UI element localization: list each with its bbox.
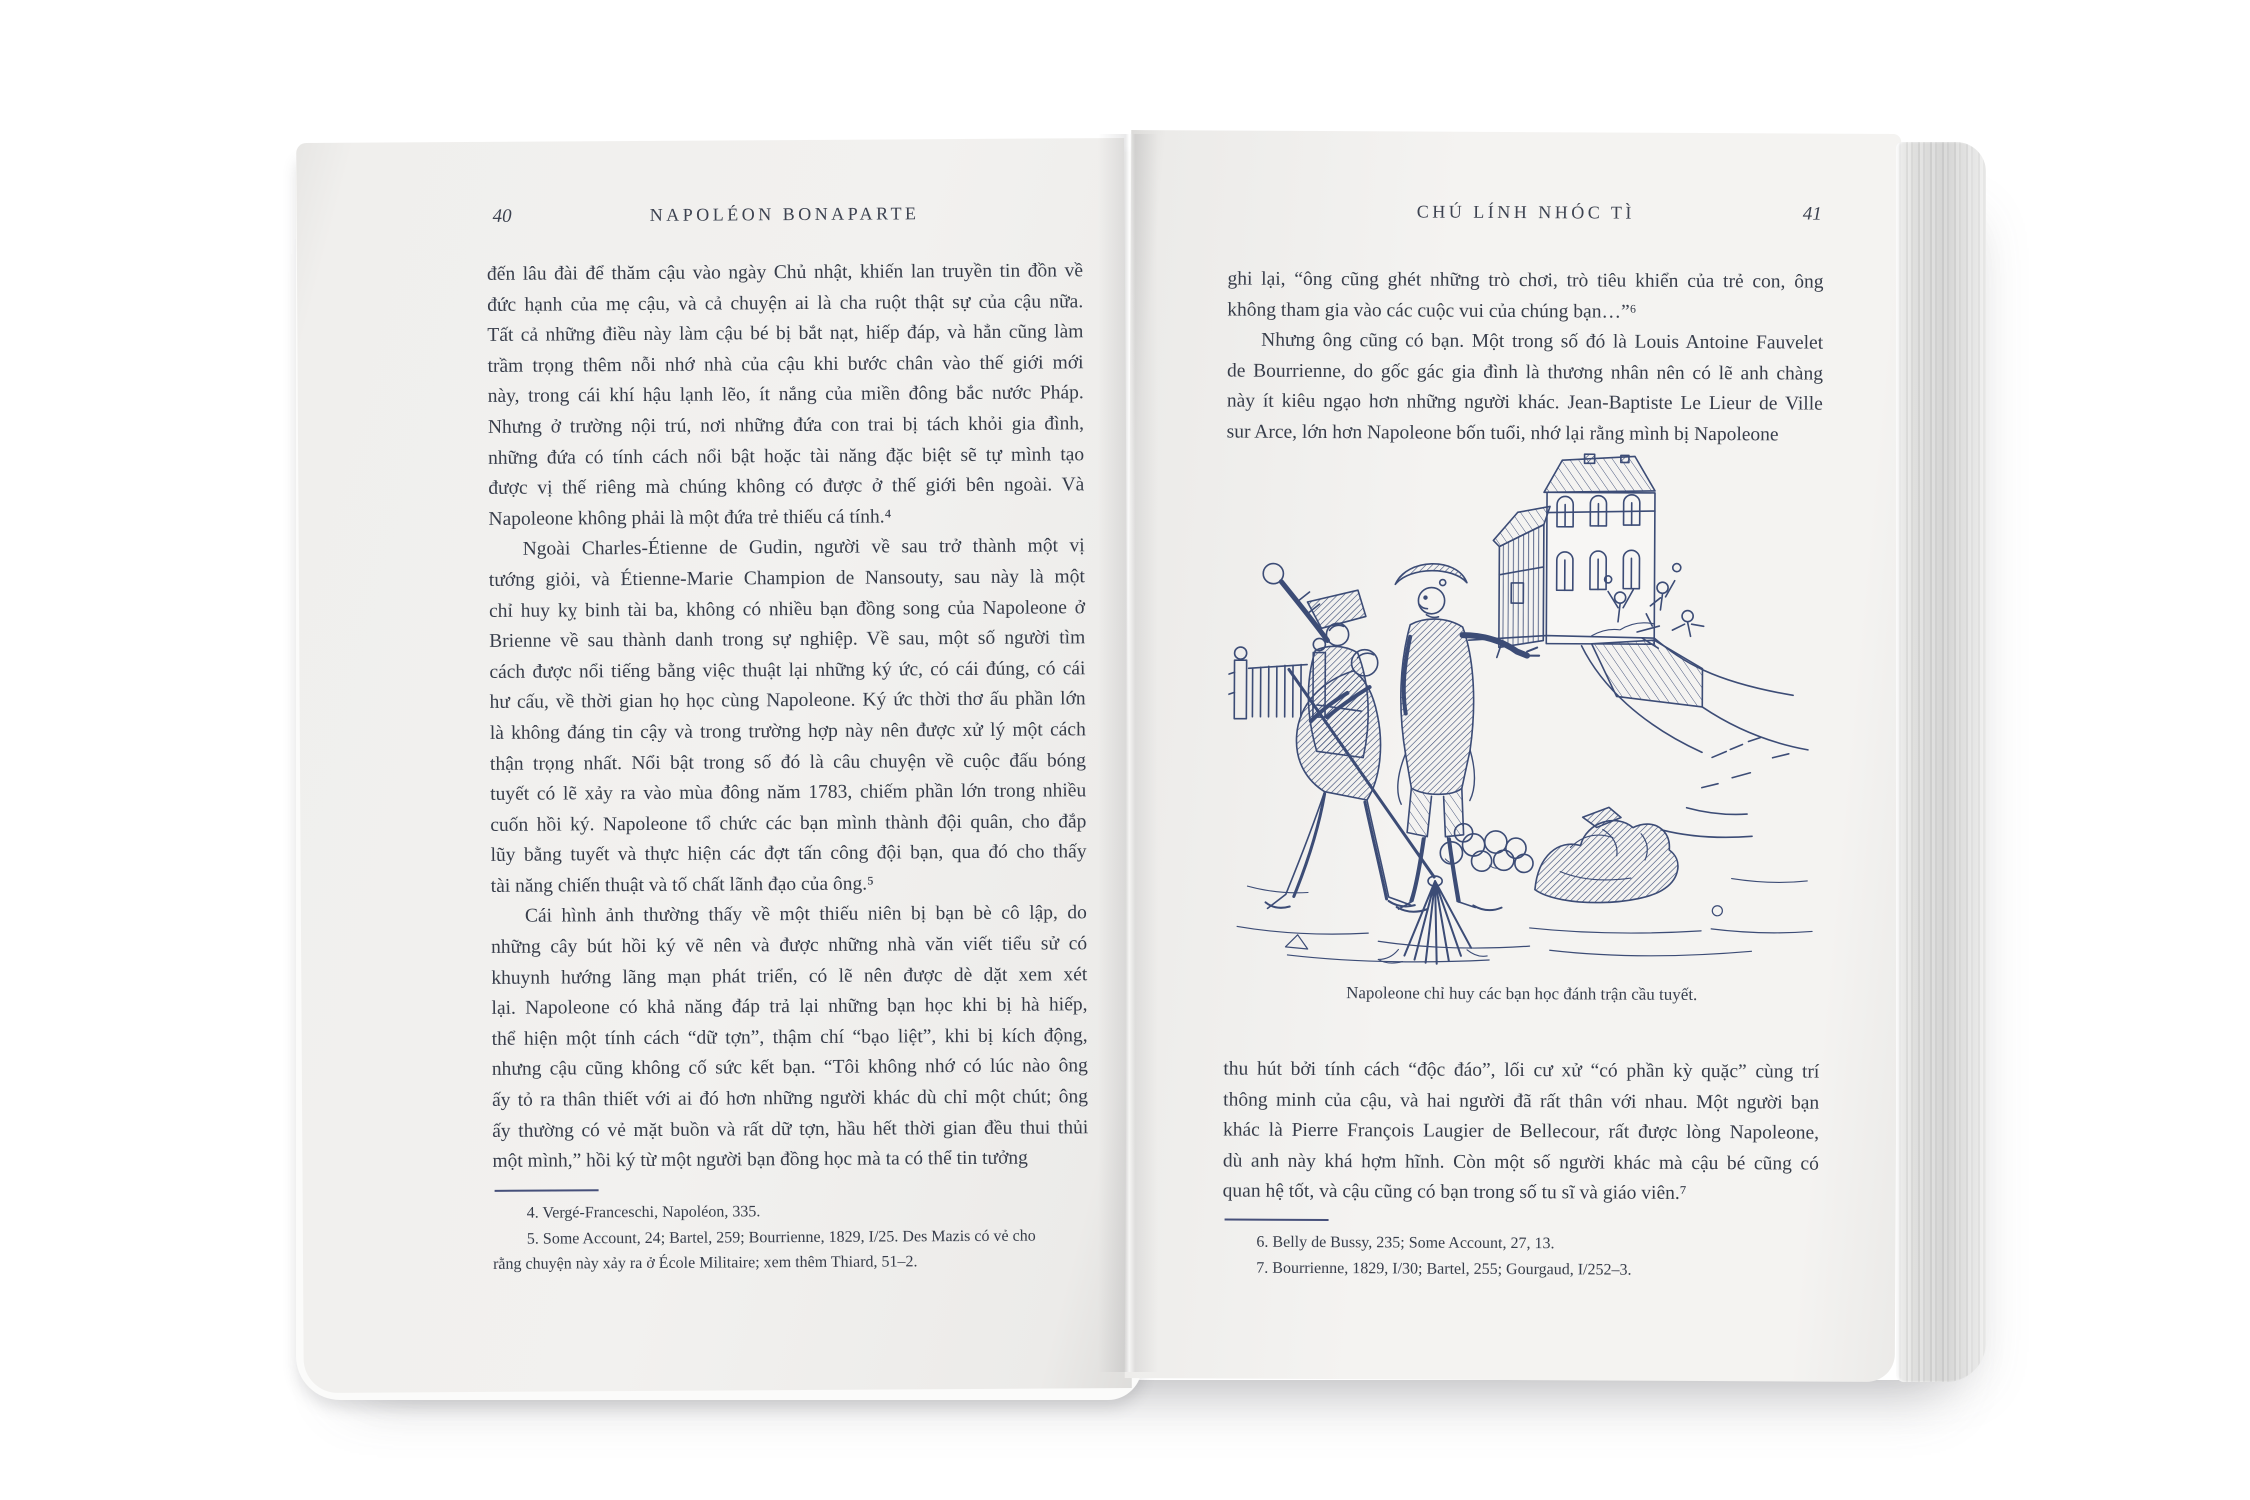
paragraph xyxy=(1222,1255,1818,1284)
text-line: nhưng cậu cũng không cố sức kết bạn. “Tôi không nhớ có lúc nào ông xyxy=(491,1055,1088,1081)
text-line: thể hiện một tính cách “dữ tợn”, thậm chí “bạo liệt”, khi bị kích động, xyxy=(491,1025,1088,1050)
text-line: hư cấu, về thời gian họ học cùng Napoleone. Ký ức thời thơ ấu phần lớn xyxy=(489,688,1086,714)
right-page-body-top xyxy=(1227,265,1824,452)
right-page-number: 41 xyxy=(1802,203,1822,225)
text-line: những đứa có tính cách nổi bật hoặc tài năng đặc biệt sẽ tự mình tạo xyxy=(488,443,1085,469)
text-line: lũy bằng tuyết và thực hiện các đợt tấn công đội bạn, qua đó cho thấy xyxy=(490,841,1087,867)
text-line: này ít kiêu ngạo hơn những người khác. Jean-Baptiste Le Lieur de Ville xyxy=(1226,390,1823,416)
text-line: Napoleone không phải là một đứa trẻ thiếu cá tính.⁴ xyxy=(488,506,892,530)
text-line: một mình,” hồi ký từ một người bạn đồng học mà ta có thể tin tưởng xyxy=(492,1147,1028,1173)
text-line: ấy thường có vẻ mặt buồn và rất dữ tợn, hầu hết thời gian đều thui thủi xyxy=(492,1116,1089,1142)
text-line: 6. Belly de Bussy, 235; Some Account, 27, 13. xyxy=(1256,1233,1555,1253)
paragraph xyxy=(487,256,1085,535)
right-running-header: CHÚ LÍNH NHÓC TÌ xyxy=(1416,201,1635,223)
text-line: đến lâu đài để thăm cậu vào ngày Chủ nhật, khiến lan truyền tin đồn về xyxy=(486,260,1084,285)
right-page-body-bottom xyxy=(1223,1055,1820,1211)
book-fore-edge-pages xyxy=(1896,142,1986,1382)
paragraph xyxy=(493,1223,1089,1278)
text-line: tài năng chiến thuật và tố chất lãnh đạo của ông.⁵ xyxy=(490,873,874,897)
text-line: quan hệ tốt, và cậu cũng có bạn trong số tu sĩ và giáo viên.⁷ xyxy=(1222,1180,1687,1205)
text-line: de Bourrienne, do gốc gác gia đình là thương nhân nên có lẽ anh chàng xyxy=(1226,360,1824,385)
right-footnote-list xyxy=(1222,1230,1818,1284)
text-line: Nhưng ông cũng có bạn. Một trong số đó là Louis Antoine Fauvelet xyxy=(1261,329,1824,354)
right-page-footnotes xyxy=(1222,1219,1818,1284)
text-line: sur Arce, lớn hơn Napoleone bốn tuổi, nhớ lại rằng mình bị Napoleone xyxy=(1226,421,1779,446)
text-line: dù anh này khá hợm hĩnh. Còn một số người khác mà cậu bé cũng có xyxy=(1222,1150,1819,1175)
left-page-footnotes xyxy=(493,1186,1090,1277)
text-line: rằng chuyện này xảy ra ở École Militaire; xem thêm Thiard, 51–2. xyxy=(492,1253,918,1273)
snowball-fight-illustration xyxy=(1227,451,1820,972)
text-line: ấy tỏ ra thân thiết với ai đó hơn những người khác dù chỉ một chút; ông xyxy=(491,1086,1089,1111)
right-page xyxy=(1125,130,1902,1382)
paragraph xyxy=(493,1197,1089,1226)
text-line: chỉ huy kỵ binh tài ba, không có nhiều bạn đồng song của Napoleone ở xyxy=(488,596,1086,622)
left-page xyxy=(296,138,1132,1393)
text-line: khác là Pierre François Laugier de Bellecour, rất được lòng Napoleone, xyxy=(1222,1119,1820,1144)
text-line: không tham gia vào các cuộc vui của chúng bạn…”⁶ xyxy=(1227,299,1637,323)
paragraph xyxy=(491,899,1089,1178)
text-line: cách được nổi tiếng bằng việc thuật lại những ký ức, có cái đúng, có cái xyxy=(489,657,1086,683)
text-line: là không đáng tin cậy và trong trường hợp này nên được xử lý một cách xyxy=(489,719,1086,744)
left-footnote-list xyxy=(493,1197,1089,1277)
right-running-header-row xyxy=(1228,201,1824,234)
text-line: Ngoài Charles-Étienne de Gudin, người về sau trở thành một vị xyxy=(522,535,1085,561)
text-line: thận trọng nhất. Nổi bật trong số đó là câu chuyện về cuộc đấu bóng xyxy=(489,749,1087,775)
text-line: này, trong cái khí hậu lạnh lẽo, ít nắng của miền đông bắc nước Pháp. xyxy=(487,382,1084,408)
text-line: cuốn hồi ký. Napoleone tổ chức các bạn mình thành đội quân, cho đắp xyxy=(490,810,1087,836)
paragraph xyxy=(1227,265,1823,329)
footnote-rule xyxy=(495,1189,599,1192)
footnote-rule xyxy=(1225,1219,1329,1222)
text-line: Cái hình ảnh thường thấy về một thiếu niên bị bạn bè cô lập, do xyxy=(524,902,1087,928)
left-running-header: NAPOLÉON BONAPARTE xyxy=(649,203,920,225)
left-running-header-row xyxy=(487,202,1083,236)
text-line: 4. Vergé-Franceschi, Napoléon, 335. xyxy=(526,1203,761,1222)
text-line: 5. Some Account, 24; Bartel, 259; Bourrienne, 1829, I/25. Des Mazis có vẻ cho xyxy=(526,1227,1036,1248)
text-line: trầm trọng thêm nỗi nhớ nhà của cậu khi bước chân vào thế giới mới xyxy=(487,352,1084,377)
text-line: lại. Napoleone có khả năng đáp trả lại những bạn học khi bị hà hiếp, xyxy=(491,994,1088,1020)
paragraph xyxy=(1222,1230,1818,1259)
text-line: thông minh của cậu, và hai người đã rất thân với nhau. Một người bạn xyxy=(1223,1089,1820,1114)
illustration-caption: Napoleone chỉ huy các bạn học đánh trận cầu tuyết. xyxy=(1346,983,1698,1004)
text-line: được vị thế riêng mà chúng không có được ở thế giới bên ngoài. Và xyxy=(488,474,1085,500)
text-line: Brienne về sau thành danh trong sự nghiệp. Về sau, một số người tìm xyxy=(489,627,1086,653)
text-line: thu hút bởi tính cách “độc đáo”, lối cư xử “có phần kỳ quặc” cùng trí xyxy=(1223,1058,1820,1083)
text-line: tuyết có lẽ xảy ra vào mùa đông năm 1783, chiếm phần lớn trong nhiều xyxy=(490,780,1087,805)
text-line: 7. Bourrienne, 1829, I/30; Bartel, 255; Gourgaud, I/252–3. xyxy=(1256,1259,1632,1279)
text-line: những cây bút hồi ký vẽ nên và được những nhà văn viết tiểu sử có xyxy=(491,933,1088,958)
paragraph xyxy=(489,532,1087,903)
text-line: khuynh hướng lãng mạn phát triển, có lẽ nên được dè dặt xem xét xyxy=(491,963,1088,989)
text-line: tướng giỏi, và Étienne-Marie Champion de Nansouty, sau này là một xyxy=(488,566,1085,591)
paragraph xyxy=(1227,326,1824,451)
paragraph xyxy=(1223,1055,1820,1211)
text-line: Nhưng ở trường nội trú, nơi những đứa con trai bị tách khỏi gia đình, xyxy=(487,413,1084,438)
text-line: Tất cả những điều này làm cậu bé bị bắt nạt, hiếp đáp, và hẳn cũng làm xyxy=(487,321,1084,347)
text-line: ghi lại, “ông cũng ghét những trò chơi, trò tiêu khiển của trẻ con, ông xyxy=(1227,268,1824,293)
text-line: đức hạnh của mẹ cậu, và cả chuyện ai là cha ruột thật sự của cậu nữa. xyxy=(487,290,1084,316)
left-page-body-text xyxy=(487,256,1089,1177)
left-page-number: 40 xyxy=(492,205,512,227)
